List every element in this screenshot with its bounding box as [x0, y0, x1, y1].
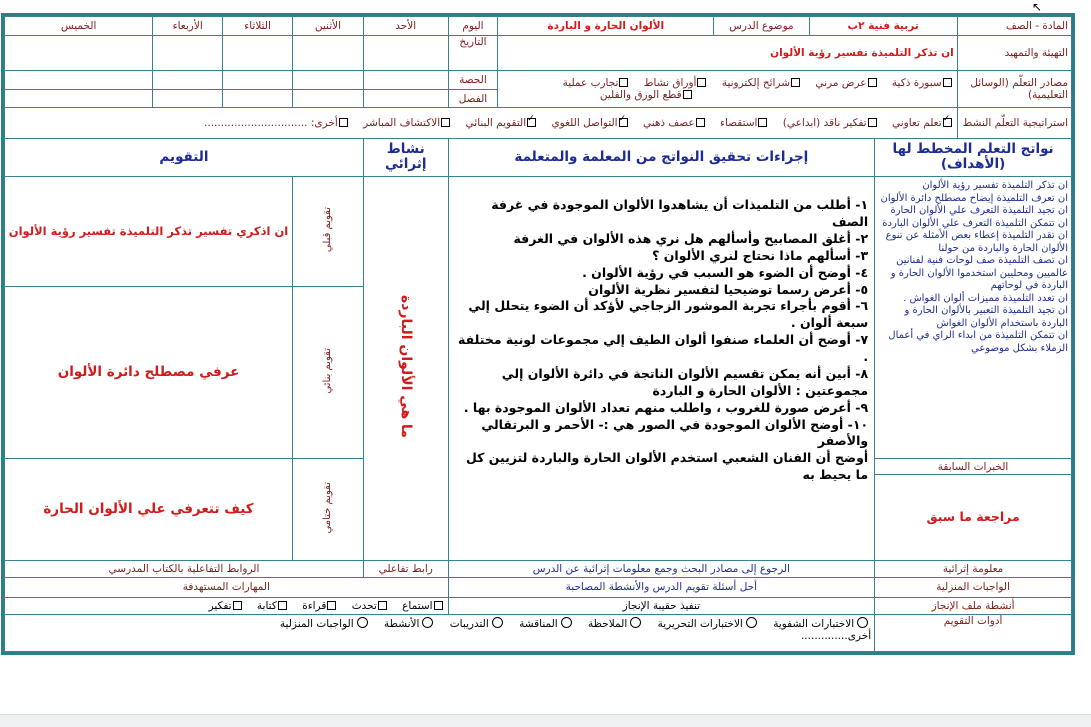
- tool-exercises[interactable]: التدريبات: [450, 618, 506, 630]
- procedure-item: ٦- أقوم بأجراء تجربة الموشور الزجاجي لأؤكد أن الضوء يتحلل إلي سبعة ألوان .: [468, 298, 869, 331]
- radio-icon[interactable]: [561, 617, 572, 628]
- eval-type-formative-cell: [293, 286, 364, 458]
- lesson-plan-table: [4, 16, 1072, 652]
- intro-value: ان تذكر التلميذة تفسير رؤية الألوان: [498, 36, 957, 70]
- evaluation-header: التقويم: [5, 138, 364, 177]
- objectives-header: نواتج التعلم المخطط لها (الأهداف): [875, 138, 1072, 177]
- objective-item: ان تتمكن التلميذة التعرف علي الألوان الباردة: [882, 217, 1068, 229]
- homework-label: الواجبات المنزلية: [875, 577, 1072, 597]
- strategy-inquiry[interactable]: استقصاء: [720, 117, 769, 129]
- eval-type-final: تقويم ختامي: [322, 482, 334, 534]
- checkbox-icon[interactable]: [441, 118, 450, 127]
- objective-item: ان تعدد التلميذة مميزات ألوان الغواش .: [903, 292, 1068, 304]
- day-wednesday: الأربعاء: [153, 17, 223, 36]
- date-monday-cell[interactable]: [293, 36, 364, 70]
- checkbox-icon[interactable]: [696, 118, 705, 127]
- tools-options: [5, 615, 875, 652]
- enrichment-header: نشاط إثرائي: [363, 138, 448, 177]
- procedure-item: ٤- أوضح أن الضوء هو السبب في رؤية الألوان .: [582, 264, 869, 280]
- interactive-link-label: رابط تفاعلي: [363, 560, 448, 577]
- tool-discussion[interactable]: المناقشة: [519, 618, 575, 630]
- resource-worksheets[interactable]: أوراق نشاط: [644, 77, 709, 89]
- tools-other[interactable]: أخرى..............: [800, 630, 872, 643]
- procedure-item: ٩- أعرض صورة للغروب ، واطلب منهم تعداد الألوان الموجودة بها .: [463, 399, 869, 415]
- procedure-item: ١٠- أوضح الألوان الموجودة في الصور هي :- الأحمر و البرتقالي والأصفر: [481, 416, 869, 449]
- class-tuesday-cell[interactable]: [223, 90, 293, 108]
- period-wednesday-cell[interactable]: [153, 70, 223, 89]
- resource-smartboard[interactable]: سبورة ذكية: [892, 77, 954, 89]
- procedure-item: ٣- أسألهم ماذا نحتاج لنري الألوان ؟: [652, 247, 869, 263]
- class-thursday-cell[interactable]: [5, 90, 153, 108]
- checkbox-icon[interactable]: [278, 601, 287, 610]
- date-wednesday-cell[interactable]: [153, 36, 223, 70]
- checkbox-icon[interactable]: [339, 118, 348, 127]
- skills-label: المهارات المستهدفة: [5, 577, 449, 597]
- strategy-critical-thinking[interactable]: تفكير ناقد (ابداعي): [783, 117, 879, 129]
- date-tuesday-cell[interactable]: [223, 36, 293, 70]
- objective-item: ان تعرف التلميذة إيضاح مصطلح دائرة الألوان: [880, 192, 1068, 204]
- skill-thinking[interactable]: تفكير: [209, 600, 244, 612]
- radio-icon[interactable]: [357, 617, 368, 628]
- radio-icon[interactable]: [422, 617, 433, 628]
- day-label: اليوم: [448, 17, 498, 36]
- day-thursday: الخميس: [5, 17, 153, 36]
- period-monday-cell[interactable]: [293, 70, 364, 89]
- resource-visual-display[interactable]: عرض مرني: [815, 77, 878, 89]
- enrichment-info-value: الرجوع إلى مصادر البحث وجمع معلومات إثرائية عن الدرس: [448, 560, 875, 577]
- strategy-brainstorm[interactable]: عصف ذهني: [643, 117, 707, 129]
- skill-listening[interactable]: استماع: [402, 600, 444, 612]
- eval-pre-text: ان اذكري تفسير تذكر التلميذة تفسير رؤية الألوان: [5, 177, 293, 287]
- checkbox-icon[interactable]: [791, 78, 800, 87]
- procedures-header: إجراءات تحقيق النواتج من المعلمة والمتعلمة: [448, 138, 875, 177]
- enrichment-cell: [363, 177, 448, 560]
- homework-value: أحل أسئلة تقويم الدرس والأنشطة المصاحبة: [448, 577, 875, 597]
- period-thursday-cell[interactable]: [5, 70, 153, 89]
- checkbox-icon[interactable]: [868, 78, 877, 87]
- radio-icon[interactable]: [857, 617, 868, 628]
- period-tuesday-cell[interactable]: [223, 70, 293, 89]
- eval-type-formative: تقويم بنائي: [322, 348, 334, 394]
- prior-knowledge-label: الخبرات السابقة: [875, 460, 1071, 475]
- checkbox-icon[interactable]: [758, 118, 767, 127]
- period-label: الحصة: [448, 70, 498, 89]
- objective-item: ان تجيد التلميذة التعبير بالألوان الحارة و الباردة باستخدام الألوان الغواش: [904, 305, 1068, 329]
- class-wednesday-cell[interactable]: [153, 90, 223, 108]
- period-sunday-cell[interactable]: [363, 70, 448, 89]
- resources-options: [498, 70, 957, 108]
- radio-icon[interactable]: [492, 617, 503, 628]
- skills-options: [5, 598, 449, 615]
- subject-value: تربية فنية ٢ب: [809, 17, 957, 36]
- subject-label: المادة - الصف: [957, 17, 1071, 36]
- procedures-cell: [448, 177, 875, 560]
- procedure-item: ١- أطلب من التلميذات أن يشاهدوا الألوان الموجودة في غرفة الصف: [491, 197, 869, 230]
- checkbox-icon[interactable]: [868, 118, 877, 127]
- checkbox-icon[interactable]: [683, 90, 692, 99]
- tool-oral-tests[interactable]: الاختبارات الشفوية: [773, 618, 871, 630]
- procedure-item: أوضح أن الفنان الشعبي استخدم الألوان الحارة والباردة لتزيين كل ما يحيط به: [465, 450, 869, 483]
- skill-speaking[interactable]: تحدث: [352, 600, 389, 612]
- procedures-list: [453, 197, 869, 484]
- class-monday-cell[interactable]: [293, 90, 364, 108]
- tools-label: أدوات التقويم: [875, 615, 1072, 652]
- objective-item: ان تصف التلميذة صف لوحات فنية لفنانين عالميين ومحليين استخدموا الألوان الحارة و الباردة في لوحاتهم: [890, 255, 1068, 292]
- resources-label: مصادر التعلّم (الوسائل التعليمية): [957, 70, 1071, 108]
- day-monday: الأثنين: [293, 17, 364, 36]
- skill-writing[interactable]: كتابة: [257, 600, 289, 612]
- day-sunday: الأحد: [363, 17, 448, 36]
- strategies-options: [5, 108, 958, 138]
- checkbox-icon[interactable]: [434, 601, 443, 610]
- procedure-item: ٢- أغلق المصابيح وأسألهم هل نري هذه الألوان في الغرفة: [513, 230, 869, 246]
- procedure-item: ٧- أوضح أن العلماء صنفوا ألوان الطيف إلي مجموعات لونية مختلفة .: [458, 332, 869, 365]
- checkbox-icon[interactable]: [943, 78, 952, 87]
- date-thursday-cell[interactable]: [5, 36, 153, 70]
- enrichment-info-label: معلومة إثرائية: [875, 560, 1072, 577]
- strategy-cooperative[interactable]: ✓تعلم تعاوني: [892, 117, 954, 129]
- date-label: التاريخ: [448, 36, 498, 70]
- tool-homework[interactable]: الواجبات المنزلية: [280, 618, 371, 630]
- checkbox-icon[interactable]: [233, 601, 242, 610]
- strategies-label: استراتيجية التعلّم النشط: [957, 108, 1071, 138]
- mouse-cursor-icon: ↖: [1032, 0, 1043, 14]
- strategy-other[interactable]: أخرى: ...............................: [204, 117, 350, 129]
- objective-item: ان تجيد التلميذة التعرف علي الألوان الحارة: [890, 205, 1068, 217]
- checkbox-icon[interactable]: [378, 601, 387, 610]
- strategy-formative[interactable]: ✓التقويم البنائي: [466, 117, 539, 129]
- lesson-plan-form: [1, 13, 1075, 655]
- eval-type-final-cell: [293, 459, 364, 560]
- eval-final-text: كيف تتعرفي علي الألوان الحارة: [5, 459, 293, 560]
- objectives-list: [878, 180, 1068, 355]
- enrichment-value: ما هي الألوان الباردة: [397, 295, 414, 439]
- date-sunday-cell[interactable]: [363, 36, 448, 70]
- class-label: الفصل: [448, 90, 498, 108]
- checkbox-icon[interactable]: [697, 78, 706, 87]
- objective-item: ان تقدر التلميذة إعطاء بعض الأمثلة عن تنوع الألوان الحارة والباردة من حولنا: [885, 230, 1068, 254]
- prior-knowledge-value: مراجعة ما سبق: [926, 508, 1020, 524]
- resource-experiments[interactable]: تجارب عملية: [563, 77, 631, 89]
- objectives-cell: [875, 177, 1072, 459]
- prior-knowledge-cell: [875, 459, 1072, 560]
- strategy-discovery[interactable]: الاكتشاف المباشر: [363, 117, 452, 129]
- skill-reading[interactable]: قراءة: [302, 600, 338, 612]
- checkbox-icon[interactable]: [619, 78, 628, 87]
- portfolio-value: تنفيذ حقيبة الإنجاز: [448, 598, 875, 615]
- objective-item: ان تتمكن التلميذة من ابداء الراي في أعمال الزملاء بشكل موضوعي: [888, 330, 1068, 354]
- checked-box-icon[interactable]: [943, 118, 952, 127]
- intro-label: التهيئة والتمهيد: [957, 36, 1071, 70]
- eval-type-pre: تقويم قبلي: [322, 207, 334, 253]
- checked-box-icon[interactable]: [619, 118, 628, 127]
- topic-label: موضوع الدرس: [714, 17, 809, 36]
- eval-formative-text: عرفي مصطلح دائرة الألوان: [5, 286, 293, 458]
- interactive-links-value[interactable]: الروابط التفاعلية بالكتاب المدرسي: [5, 560, 364, 577]
- eval-type-pre-cell: [293, 177, 364, 287]
- portfolio-label: أنشطة ملف الإنجاز: [875, 598, 1072, 615]
- strategy-language[interactable]: ✓التواصل اللغوي: [551, 117, 629, 129]
- objective-item: ان تذكر التلميذة تفسير رؤية الألوان: [922, 180, 1068, 192]
- class-sunday-cell[interactable]: [363, 90, 448, 108]
- radio-icon[interactable]: [630, 617, 641, 628]
- tool-activities[interactable]: الأنشطة: [384, 618, 436, 630]
- day-tuesday: الثلاثاء: [223, 17, 293, 36]
- tool-observation[interactable]: الملاحظة: [588, 618, 644, 630]
- procedure-item: ٨- أبين أنه يمكن تقسيم الألوان الناتجة في دائرة الألوان إلي مجموعتين : الألوان الحارة و الباردة: [501, 365, 869, 398]
- radio-icon[interactable]: [746, 617, 757, 628]
- checked-box-icon[interactable]: [527, 118, 536, 127]
- resource-paper-cork[interactable]: قطع الورق والفلين: [600, 89, 694, 101]
- resource-slides[interactable]: شرائح إلكترونية: [722, 77, 802, 89]
- topic-value: الألوان الحارة و الباردة: [498, 17, 714, 36]
- procedure-item: ٥- أعرض رسما توضيحيا لتفسير نظرية الألوان: [588, 281, 869, 297]
- tool-written-tests[interactable]: الاختبارات التحريرية: [658, 618, 760, 630]
- checkbox-icon[interactable]: [327, 601, 336, 610]
- window-bottom-bar: [0, 714, 1091, 727]
